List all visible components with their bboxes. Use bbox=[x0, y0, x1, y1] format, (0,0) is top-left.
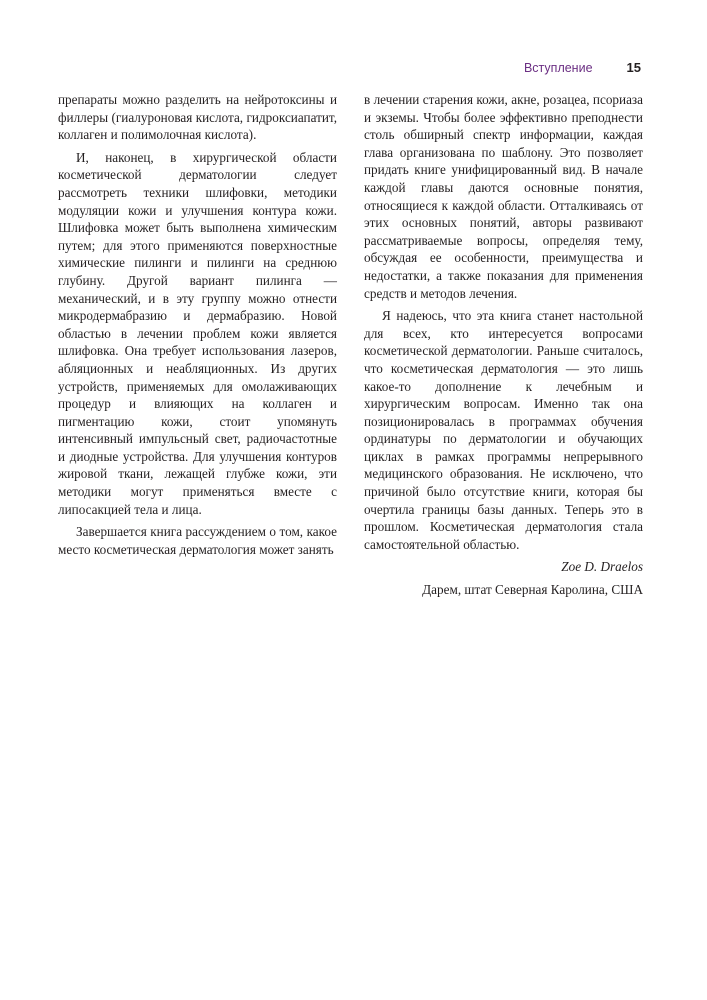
signature-author: Zoe D. Draelos bbox=[561, 559, 643, 575]
paragraph-left-1: препараты можно разделить на нейротоксины и филлеры (гиалуроновая кислота, гидроксиапатит, коллаген и полимолочная кислота). bbox=[58, 92, 337, 143]
running-header bbox=[524, 60, 641, 78]
left-column bbox=[58, 91, 337, 563]
page-number: 15 bbox=[626, 60, 641, 75]
right-column bbox=[364, 91, 643, 604]
section-title: Вступление bbox=[523, 61, 593, 75]
paragraph-right-2: Я надеюсь, что эта книга станет настольной для всех, кто интересуется вопросами косметической дерматологии. Раньше считалось, что косметическая дерматология — это лишь какое-то дополнение к лечебным и хирургическим вопросам. Именно так она позиционировалась в программах обучения ординатуры по дерматологии и обучающих циклах в рамках программы непрерывного медицинского образования. Не исключено, что причиной было отсутствие книги, которая бы очертила границы базы данных. Теперь это в прошлом. Косметическая дерматология стала самостоятельной областью. bbox=[364, 308, 643, 552]
paragraph-left-3: Завершается книга рассуждением о том, какое место косметическая дерматология может занять bbox=[58, 524, 337, 557]
paragraph-right-1: в лечении старения кожи, акне, розацеа, псориаза и экземы. Чтобы более эффективно преподнести столь обширный спектр информации, каждая глава организована по шаблону. Это позволяет придать книге унифицированный вид. В начале каждой главы даются основные понятия, относящиеся к каждой области. Отталкиваясь от этих основных понятий, авторы развивают рассматриваемые вопросы, определяя тему, обсуждая ее особенности, преимущества и недостатки, а также показания для применения средств и методов лечения. bbox=[364, 92, 643, 301]
signature-location: Дарем, штат Северная Каролина, США bbox=[422, 582, 643, 598]
paragraph-left-2: И, наконец, в хирургической области косметической дерматологии следует рассмотреть техники шлифовки, методики модуляции кожи и улучшения контура кожи. Шлифовка может быть выполнена химическим путем; для этого применяются поверхностные химические пилинги и пилинги на среднюю глубину. Другой вариант пилинга — механический, и в эту группу можно отнести микродермабразию и дермабразию. Новой областью в лечении проблем кожи является шлифовка. Она требует использования лазеров, абляционных и неабляционных. Из других устройств, применяемых для омолаживающих процедур и влияющих на коллаген и пигментацию кожи, стоит упомянуть интенсивный импульсный свет, радиочастотные и диодные устройства. Для улучшения контуров жировой ткани, лежащей глубже кожи, эти методики могут применяться вместе с липосакцией тела и лица. bbox=[58, 149, 337, 517]
